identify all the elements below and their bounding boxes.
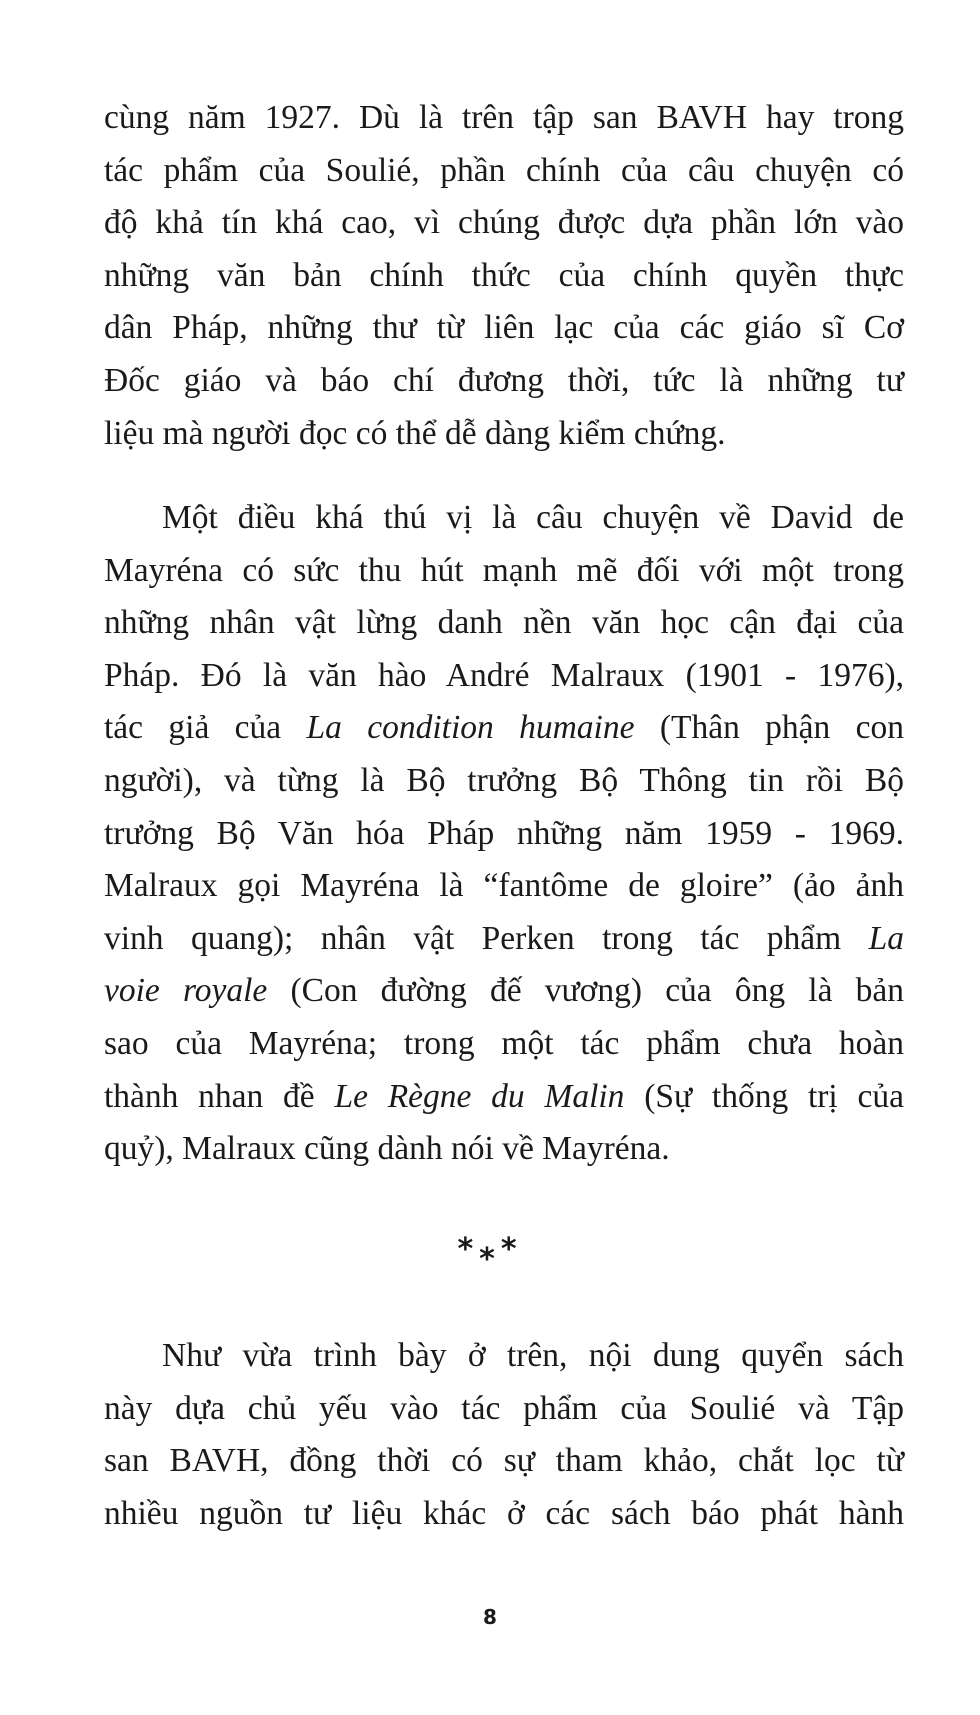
paragraph-line: này dựa chủ yếu vào tác phẩm của Soulié và Tập — [104, 1389, 904, 1427]
paragraph-line: liệu mà người đọc có thể dễ dàng kiểm chứng. — [104, 414, 726, 452]
paragraph-line — [104, 1071, 904, 1124]
text-run: thành nhan đề — [104, 1077, 335, 1115]
asterisk-icon: * — [500, 1232, 523, 1267]
paragraph-line: Pháp. Đó là văn hào André Malraux (1901 - 1976), — [104, 656, 904, 694]
paragraph-line: trưởng Bộ Văn hóa Pháp những năm 1959 - 1969. — [104, 814, 904, 852]
paragraph-line — [104, 702, 904, 755]
paragraph-1 — [104, 92, 904, 460]
paragraph-2 — [104, 492, 904, 1176]
paragraph-line: tác phẩm của Soulié, phần chính của câu chuyện có — [104, 151, 904, 189]
asterisk-icon: * — [457, 1232, 480, 1267]
paragraph-line — [104, 965, 904, 1018]
book-title-italic: La condition humaine — [306, 709, 635, 747]
paragraph-line: cùng năm 1927. Dù là trên tập san BAVH hay trong — [104, 99, 904, 136]
text-run: (Con đường đế vương) của ông là bản — [267, 972, 904, 1010]
paragraph-line: người), và từng là Bộ trưởng Bộ Thông tin rồi Bộ — [104, 761, 904, 799]
text-run: vinh quang); nhân vật Perken trong tác phẩm — [104, 919, 869, 957]
paragraph-line: sao của Mayréna; trong một tác phẩm chưa hoàn — [104, 1024, 904, 1062]
paragraph-line — [104, 913, 904, 966]
paragraph-line: Malraux gọi Mayréna là “fantôme de gloire” (ảo ảnh — [104, 867, 904, 905]
paragraph-line: những nhân vật lừng danh nền văn học cận đại của — [104, 604, 904, 642]
book-title-italic: La — [868, 919, 904, 957]
paragraph-line: Như vừa trình bày ở trên, nội dung quyển sách — [162, 1337, 904, 1374]
paragraph-line: độ khả tín khá cao, vì chúng được dựa phần lớn vào — [104, 204, 904, 242]
asterisk-icon: * — [479, 1242, 501, 1277]
paragraph-line: san BAVH, đồng thời có sự tham khảo, chắt lọc từ — [104, 1442, 904, 1480]
book-title-italic: voie royale — [104, 972, 268, 1010]
paragraph-line: quỷ), Malraux cũng dành nói về Mayréna. — [104, 1130, 670, 1168]
paragraph-line: nhiều nguồn tư liệu khác ở các sách báo phát hành — [104, 1494, 904, 1532]
paragraph-line: dân Pháp, những thư từ liên lạc của các giáo sĩ Cơ — [104, 309, 904, 347]
text-run: tác giả của — [104, 709, 307, 747]
text-run: (Thân phận con — [634, 709, 904, 747]
book-title-italic: Le Règne du Malin — [334, 1077, 625, 1115]
page-number: 8 — [483, 1605, 497, 1629]
paragraph-line: những văn bản chính thức của chính quyền thực — [104, 256, 904, 294]
text-run: (Sự thống trị của — [624, 1077, 904, 1115]
paragraph-line: Mayréna có sức thu hút mạnh mẽ đối với một trong — [104, 551, 904, 589]
section-separator — [0, 1232, 980, 1277]
paragraph-3 — [104, 1330, 904, 1540]
paragraph-line: Đốc giáo và báo chí đương thời, tức là những tư — [104, 361, 904, 399]
paragraph-line: Một điều khá thú vị là câu chuyện về David de — [162, 499, 904, 536]
